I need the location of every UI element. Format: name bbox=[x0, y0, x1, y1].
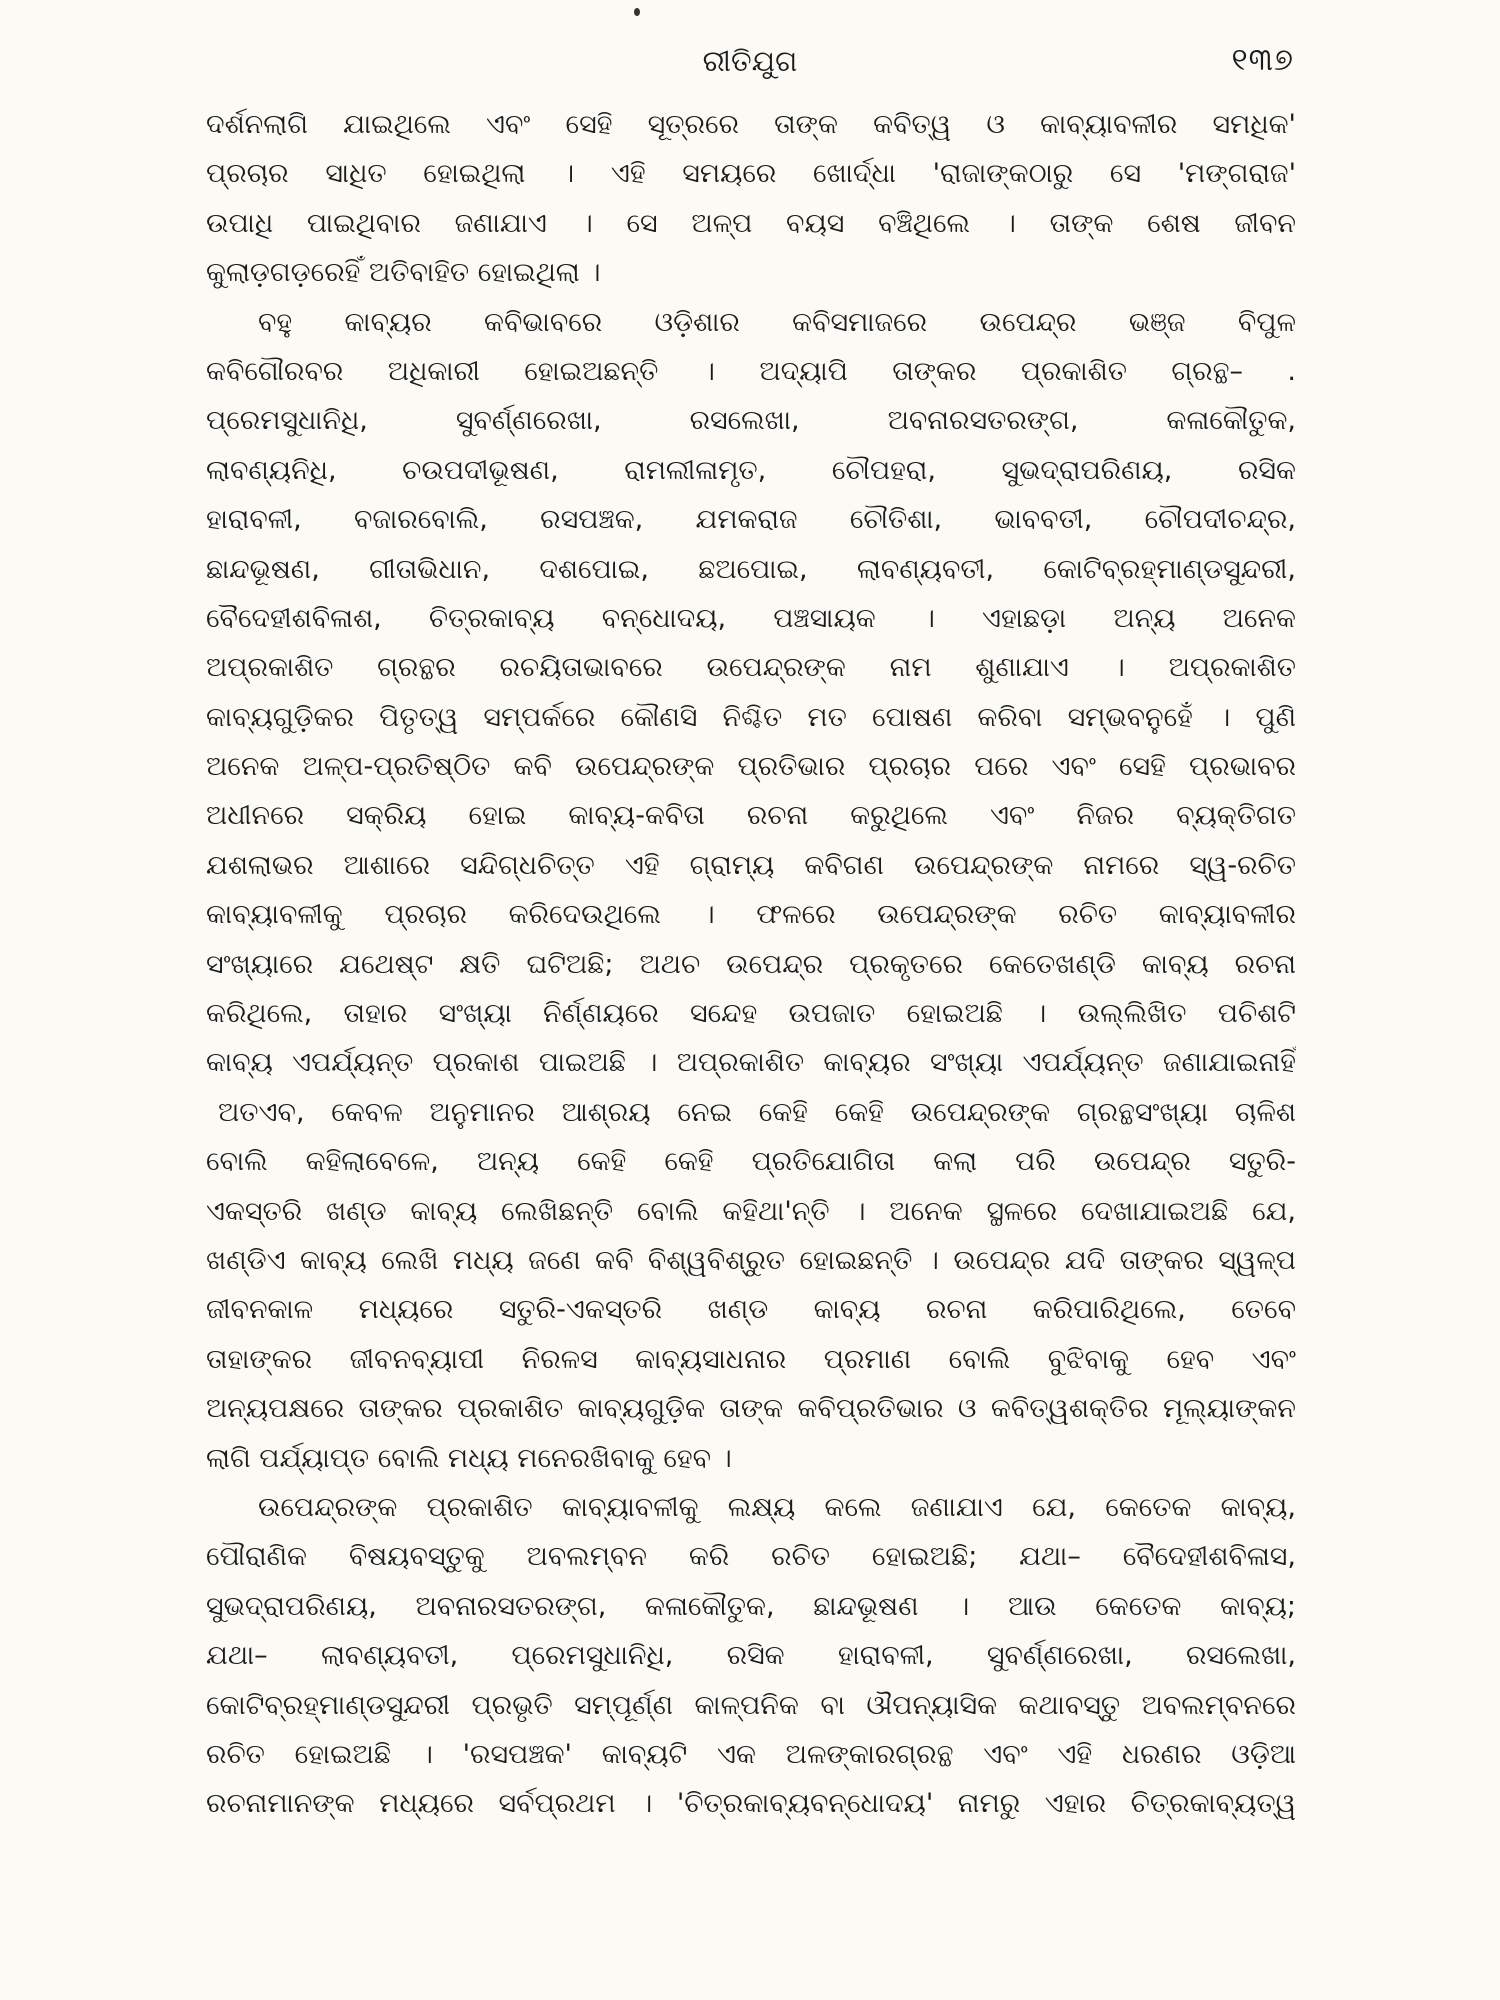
text-line: କାବ୍ୟ ଏପର୍ଯ୍ୟନ୍ତ ପ୍ରକାଶ ପାଇଅଛି । ଅପ୍ରକାଶିତ କାବ୍ୟର ସଂଖ୍ୟା ଏପର୍ଯ୍ୟନ୍ତ ଜଣାଯାଇନାହିଁ bbox=[206, 1047, 1296, 1079]
body-text bbox=[206, 100, 1296, 1829]
text-line: ପୌରାଣିକ ବିଷୟବସ୍ତୁକୁ ଅବଲମ୍ବନ କରି ରଚିତ ହୋଇଅଛି; ଯଥା– ବୈଦେହୀଶବିଳାସ, bbox=[206, 1541, 1296, 1573]
text-line: ଯଶଲାଭର ଆଶାରେ ସନ୍ଦିଗ୍ଧଚିତ୍ତ ଏହି ଗ୍ରାମ୍ୟ କବିଗଣ ଉପେନ୍ଦ୍ରଙ୍କ ନାମରେ ସ୍ୱ-ରଚିତ bbox=[206, 849, 1296, 881]
text-line: ଅଧୀନରେ ସକ୍ରିୟ ହୋଇ କାବ୍ୟ-କବିତା ରଚନା କରୁଥିଲେ ଏବଂ ନିଜର ବ୍ୟକ୍ତିଗତ bbox=[206, 800, 1296, 832]
running-head bbox=[206, 38, 1294, 98]
text-line: ଏକସ୍ତରି ଖଣ୍ଡ କାବ୍ୟ ଲେଖିଛନ୍ତି ବୋଲି କହିଥା'ନ୍ତି । ଅନେକ ସ୍ଥଳରେ ଦେଖାଯାଇଅଛି ଯେ, bbox=[206, 1195, 1296, 1227]
text-line: ହାରାବଳୀ, ବଜାରବୋଲି, ରସପଞ୍ଚକ, ଯମକରାଜ ଚୌତିଶା, ଭାବବତୀ, ଚୌପଦୀଚନ୍ଦ୍ର, bbox=[206, 504, 1296, 536]
text-line: ଦର୍ଶନଲାଗି ଯାଇଥିଲେ ଏବଂ ସେହି ସୂତ୍ରରେ ତାଙ୍କ କବିତ୍ୱ ଓ କାବ୍ୟାବଳୀର ସମଧିକ' bbox=[206, 109, 1296, 140]
text-line: କରିଥିଲେ, ତାହାର ସଂଖ୍ୟା ନିର୍ଣ୍ଣୟରେ ସନ୍ଦେହ ଉପଜାତ ହୋଇଅଛି । ଉଲ୍ଲିଖିତ ପଚିଶଟି bbox=[206, 998, 1296, 1030]
text-line: ସଂଖ୍ୟାରେ ଯଥେଷ୍ଟ କ୍ଷତି ଘଟିଅଛି; ଅଥଚ ଉପେନ୍ଦ୍ର ପ୍ରକୃତରେ କେତେଖଣ୍ଡି କାବ୍ୟ ରଚନା bbox=[206, 948, 1296, 980]
text-line: କୁଲାଡ଼ଗଡ଼ରେହିଁ ଅତିବାହିତ ହୋଇଥିଲା । bbox=[206, 257, 601, 289]
text-line: ଅନେକ ଅଳ୍ପ-ପ୍ରତିଷ୍ଠିତ କବି ଉପେନ୍ଦ୍ରଙ୍କ ପ୍ରତିଭାର ପ୍ରଚାର ପରେ ଏବଂ ସେହି ପ୍ରଭାବର bbox=[206, 751, 1296, 783]
text-line: ରଚିତ ହୋଇଅଛି । 'ରସପଞ୍ଚକ' କାବ୍ୟଟି ଏକ ଅଳଙ୍କାରଗ୍ରନ୍ଥ ଏବଂ ଏହି ଧରଣର ଓଡ଼ିଆ bbox=[206, 1738, 1296, 1770]
chapter-title: ରୀତିଯୁଗ bbox=[702, 44, 798, 78]
text-line: ବହୁ କାବ୍ୟର କବିଭାବରେ ଓଡ଼ିଶାର କବିସମାଜରେ ଉପେନ୍ଦ୍ର ଭଞ୍ଜ ବିପୁଳ bbox=[258, 306, 1296, 338]
text-line: କୋଟିବ୍ରହ୍ମାଣ୍ଡସୁନ୍ଦରୀ ପ୍ରଭୃତି ସମ୍ପୂର୍ଣ୍ଣ କାଳ୍ପନିକ ବା ଔପନ୍ୟାସିକ କଥାବସ୍ତୁ ଅବଲମ୍ବନରେ bbox=[206, 1689, 1296, 1721]
text-line: ଉପାଧି ପାଇଥିବାର ଜଣାଯାଏ । ସେ ଅଳ୍ପ ବୟସ ବଞ୍ଚିଥିଲେ । ତାଙ୍କ ଶେଷ ଜୀବନ bbox=[206, 207, 1296, 239]
text-line: ପ୍ରେମସୁଧାନିଧି, ସୁବର୍ଣ୍ଣରେଖା, ରସଲେଖା, ଅବନାରସତରଙ୍ଗ, କଳାକୌତୁକ, bbox=[206, 405, 1296, 437]
text-line: ଲାଗି ପର୍ଯ୍ୟାପ୍ତ ବୋଲି ମଧ୍ୟ ମନେରଖିବାକୁ ହେବ । bbox=[206, 1442, 732, 1474]
text-line: ରଚନାମାନଙ୍କ ମଧ୍ୟରେ ସର୍ବପ୍ରଥମ । 'ଚିତ୍ରକାବ୍ୟବନ୍ଧୋଦୟ' ନାମରୁ ଏହାର ଚିତ୍ରକାବ୍ୟତ୍ୱ bbox=[206, 1788, 1296, 1820]
text-line: ଅନ୍ୟପକ୍ଷରେ ତାଙ୍କର ପ୍ରକାଶିତ କାବ୍ୟଗୁଡ଼ିକ ତାଙ୍କ କବିପ୍ରତିଭାର ଓ କବିତ୍ୱଶକ୍ତିର ମୂଲ୍ୟାଙ୍କନ bbox=[206, 1393, 1296, 1425]
text-line: କାବ୍ୟଗୁଡ଼ିକର ପିତୃତ୍ୱ ସମ୍ପର୍କରେ କୌଣସି ନିଶ୍ଚିତ ମତ ପୋଷଣ କରିବା ସମ୍ଭବନୁହେଁ । ପୁଣି bbox=[206, 701, 1296, 733]
page-number: ୧୩୭ bbox=[1231, 42, 1294, 78]
text-line: ପ୍ରଚାର ସାଧିତ ହୋଇଥିଲା । ଏହି ସମୟରେ ଖୋର୍ଦ୍ଧା 'ରାଜାଙ୍କଠାରୁ ସେ 'ମଙ୍ଗରାଜ' bbox=[206, 158, 1296, 190]
text-line: ଲାବଣ୍ୟନିଧି, ଚଉପଦୀଭୂଷଣ, ରାମଲୀଳାମୃତ, ଚୌପହରା, ସୁଭଦ୍ରାପରିଣୟ, ରସିକ bbox=[206, 454, 1296, 486]
text-line: ଉପେନ୍ଦ୍ରଙ୍କ ପ୍ରକାଶିତ କାବ୍ୟାବଳୀକୁ ଲକ୍ଷ୍ୟ କଲେ ଜଣାଯାଏ ଯେ, କେତେକ କାବ୍ୟ, bbox=[258, 1491, 1296, 1523]
text-line: ଛାନ୍ଦଭୂଷଣ, ଗୀତାଭିଧାନ, ଦଶପୋଇ, ଛଅପୋଇ, ଲାବଣ୍ୟବତୀ, କୋଟିବ୍ରହ୍ମାଣ୍ଡସୁନ୍ଦରୀ, bbox=[206, 553, 1296, 585]
text-line: କବିଗୌରବର ଅଧିକାରୀ ହୋଇଅଛନ୍ତି । ଅଦ୍ୟାପି ତାଙ୍କର ପ୍ରକାଶିତ ଗ୍ରନ୍ଥ– . bbox=[206, 355, 1296, 387]
text-line: ଅପ୍ରକାଶିତ ଗ୍ରନ୍ଥର ରଚୟିତାଭାବରେ ଉପେନ୍ଦ୍ରଙ୍କ ନାମ ଶୁଣାଯାଏ । ଅପ୍ରକାଶିତ bbox=[206, 652, 1296, 684]
text-line: କାବ୍ୟାବଳୀକୁ ପ୍ରଚାର କରିଦେଉଥିଲେ । ଫଳରେ ଉପେନ୍ଦ୍ରଙ୍କ ରଚିତ କାବ୍ୟାବଳୀର bbox=[206, 899, 1296, 931]
text-line: ବୈଦେହୀଶବିଳାଶ, ଚିତ୍ରକାବ୍ୟ ବନ୍ଧୋଦୟ, ପଞ୍ଚସାୟକ । ଏହାଛଡ଼ା ଅନ୍ୟ ଅନେକ bbox=[206, 602, 1296, 634]
print-speck bbox=[634, 8, 640, 16]
text-line: ଅତଏବ, କେବଳ ଅନୁମାନର ଆଶ୍ରୟ ନେଇ କେହି କେହି ଉପେନ୍ଦ୍ରଙ୍କ ଗ୍ରନ୍ଥସଂଖ୍ୟା ଚାଳିଶ bbox=[218, 1096, 1296, 1128]
text-line: ଜୀବନକାଳ ମଧ୍ୟରେ ସତୁରି-ଏକସ୍ତରି ଖଣ୍ଡ କାବ୍ୟ ରଚନା କରିପାରିଥିଲେ, ତେବେ bbox=[206, 1294, 1296, 1326]
text-line: ଖଣ୍ଡିଏ କାବ୍ୟ ଲେଖି ମଧ୍ୟ ଜଣେ କବି ବିଶ୍ୱବିଶ୍ରୁତ ହୋଇଛନ୍ତି । ଉପେନ୍ଦ୍ର ଯଦି ତାଙ୍କର ସ୍ୱଳ୍ପ bbox=[206, 1244, 1296, 1276]
text-line: ସୁଭଦ୍ରାପରିଣୟ, ଅବନାରସତରଙ୍ଗ, କଳାକୌତୁକ, ଛାନ୍ଦଭୂଷଣ । ଆଉ କେତେକ କାବ୍ୟ; bbox=[206, 1590, 1296, 1622]
text-line: ବୋଲି କହିଲାବେଳେ, ଅନ୍ୟ କେହି କେହି ପ୍ରତିଯୋଗିତା କଲା ପରି ଉପେନ୍ଦ୍ର ସତୁରି- bbox=[206, 1146, 1296, 1178]
text-line: ତାହାଙ୍କର ଜୀବନବ୍ୟାପୀ ନିରଳସ କାବ୍ୟସାଧନାର ପ୍ରମାଣ ବୋଲି ବୁଝିବାକୁ ହେବ ଏବଂ bbox=[206, 1343, 1296, 1375]
text-line: ଯଥା– ଲାବଣ୍ୟବତୀ, ପ୍ରେମସୁଧାନିଧି, ରସିକ ହାରାବଳୀ, ସୁବର୍ଣ୍ଣରେଖା, ରସଲେଖା, bbox=[206, 1640, 1296, 1672]
